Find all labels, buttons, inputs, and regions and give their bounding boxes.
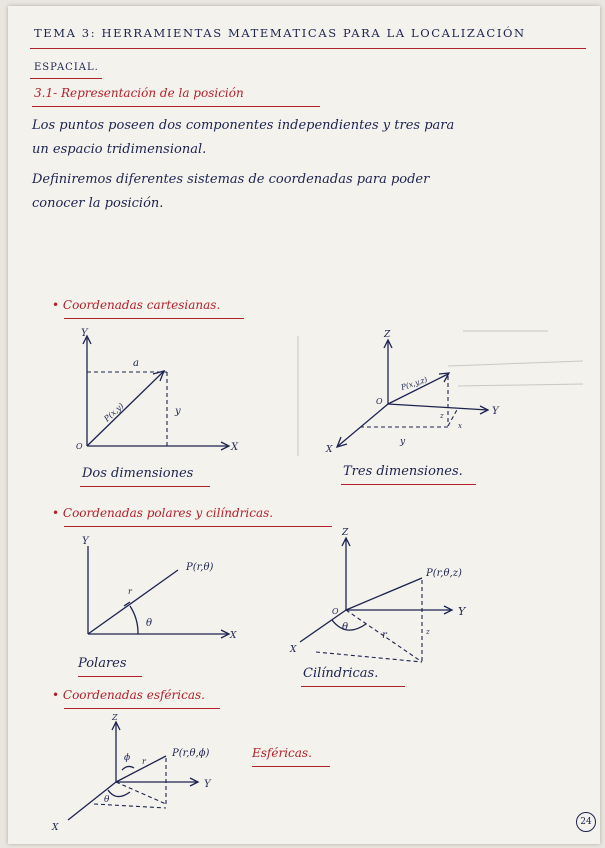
point-label-polar: P(r,θ)	[186, 562, 214, 573]
cylindrical-diagram	[286, 526, 486, 666]
x-axis-label-2d: X	[231, 442, 239, 453]
spherical-diagram	[38, 712, 238, 832]
vector-2d	[87, 372, 163, 446]
cartesian-3d-caption: Tres dimensiones.	[343, 464, 463, 479]
phi-label-sph: ϕ	[124, 753, 131, 763]
y-axis-label-sph: Y	[204, 779, 211, 790]
intro-line-2: un espacio tridimensional.	[32, 142, 207, 157]
polar-caption: Polares	[78, 656, 127, 671]
point-label-3d: P(x,y,z)	[399, 374, 429, 392]
intro-line-1: Los puntos poseen dos componentes independientes y tres para	[32, 118, 455, 133]
x-axis-cyl	[300, 610, 349, 642]
section-heading: 3.1- Representación de la posición	[34, 86, 244, 100]
caption-underline-polar	[78, 676, 142, 677]
origin-label-cyl: O	[332, 607, 339, 616]
page-number-badge	[576, 812, 596, 832]
theta-label-sph: θ	[104, 795, 110, 805]
y-value-label-2d: y	[175, 406, 181, 417]
y-axis-label-cyl: Y	[458, 605, 466, 618]
vector-cyl	[346, 578, 422, 610]
theta-label-polar: θ	[146, 618, 153, 629]
r-label-cyl: r	[382, 630, 387, 641]
y-axis-3d	[388, 404, 488, 410]
z-axis-label-sph: Z	[112, 713, 118, 722]
origin-label-2d: O	[76, 442, 83, 451]
page-title-line1: TEMA 3: HERRAMIENTAS MATEMATICAS PARA LA LOCALIZACIÓN	[34, 26, 526, 40]
caption-underline-3d	[341, 484, 476, 485]
x-axis-3d	[338, 404, 388, 446]
caption-underline-sph	[252, 766, 330, 767]
page-number: 24	[580, 817, 592, 827]
notebook-page	[8, 6, 600, 844]
intro-line-3: Definiremos diferentes sistemas de coordenadas para poder	[32, 172, 430, 187]
x-value-label-3d: x	[458, 422, 462, 430]
a-label-2d: a	[133, 358, 139, 369]
vector-polar	[88, 570, 178, 634]
y-axis-label-2d: Y	[81, 328, 88, 339]
r-label-polar: r	[128, 587, 132, 596]
y-axis-label-3d: Y	[492, 406, 499, 417]
cartesian-heading: • Coordenadas cartesianas.	[52, 298, 221, 312]
x-axis-label-3d: X	[326, 445, 333, 455]
cylindrical-caption: Cilíndricas.	[303, 666, 379, 681]
y-axis-label-polar: Y	[82, 536, 89, 547]
polar-cyl-heading: • Coordenadas polares y cilíndricas.	[52, 506, 274, 520]
x-axis-label-polar: X	[230, 631, 237, 641]
cartesian-2d-diagram	[63, 326, 243, 461]
z-axis-label-3d: Z	[384, 330, 391, 340]
origin-label-3d: O	[376, 397, 383, 406]
r-label-sph: r	[142, 757, 146, 766]
caption-underline-cyl	[301, 686, 405, 687]
z-value-label-3d: z	[440, 412, 444, 420]
point-label-cyl: P(r,θ,z)	[426, 568, 462, 579]
polar-diagram	[68, 534, 248, 644]
cartesian-underline	[64, 318, 244, 319]
y-value-label-3d: y	[400, 437, 406, 447]
z-value-label-cyl: z	[426, 628, 430, 636]
caption-underline-2d	[80, 486, 210, 487]
x-axis-label-cyl: X	[290, 645, 297, 655]
cartesian-2d-caption: Dos dimensiones	[82, 466, 194, 481]
z-axis-label-cyl: Z	[342, 528, 349, 538]
cartesian-3d-diagram	[320, 326, 510, 461]
point-label-2d: P(x,y)	[102, 401, 126, 424]
theta-label-cyl: θ	[342, 622, 349, 633]
spherical-heading: • Coordenadas esféricas.	[52, 688, 205, 702]
x-axis-label-sph: X	[52, 823, 59, 833]
spherical-underline	[64, 708, 220, 709]
point-label-sph: P(r,θ,ϕ)	[172, 748, 210, 759]
page-title-line2: ESPACIAL.	[34, 62, 99, 73]
intro-line-4: conocer la posición.	[32, 196, 164, 211]
spherical-caption: Esféricas.	[252, 746, 312, 760]
